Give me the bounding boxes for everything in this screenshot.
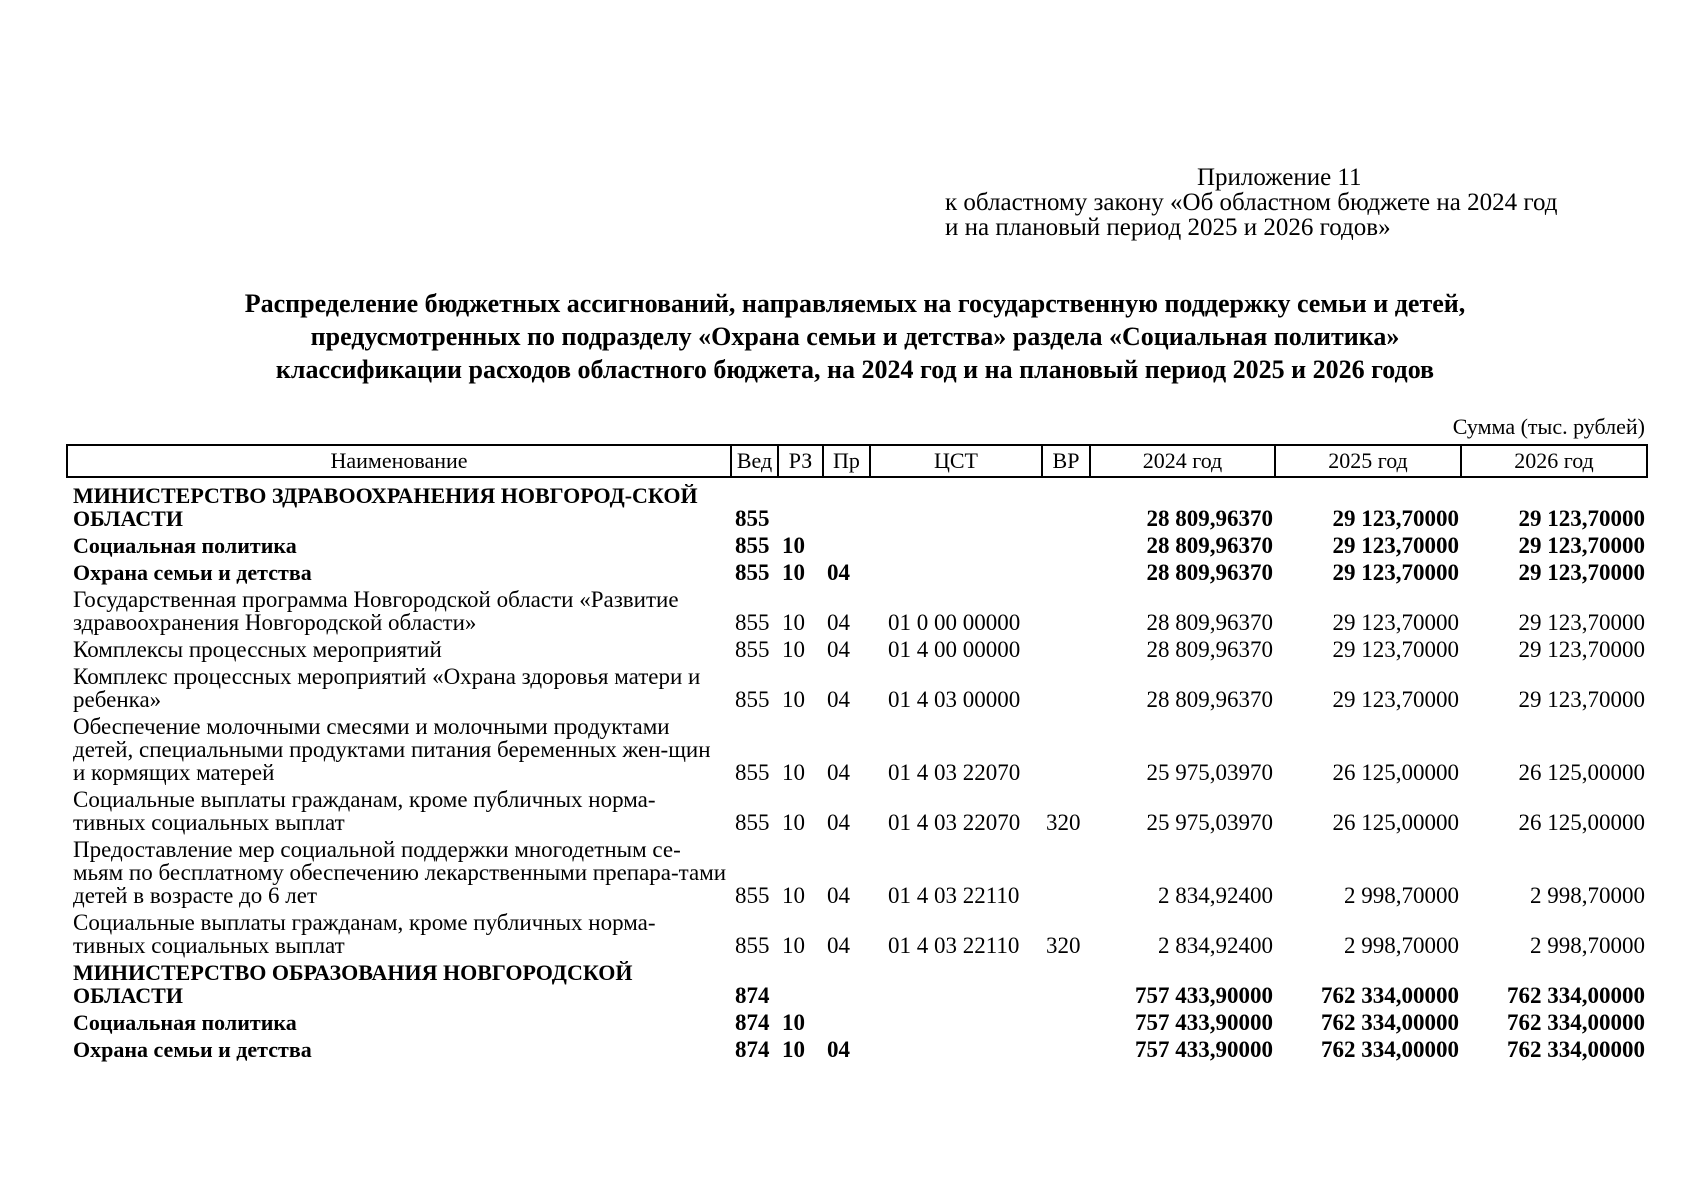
- table-row: [67, 836, 1647, 909]
- row-2026: 29 123,70000: [1518, 687, 1645, 712]
- row-cst: [870, 1009, 1042, 1036]
- row-vr: [1042, 477, 1090, 532]
- row-name: Государственная программа Новгородской области «Развитие здравоохранения Новгородской области»: [73, 587, 679, 635]
- table-row: [67, 1009, 1647, 1036]
- row-name: МИНИСТЕРСТВО ОБРАЗОВАНИЯ НОВГОРОДСКОЙ ОБЛАСТИ: [73, 960, 633, 1008]
- row-vr: [1042, 713, 1090, 786]
- row-cst: [870, 1036, 1042, 1063]
- row-2025: 29 123,70000: [1332, 560, 1459, 585]
- row-name: Комплекс процессных мероприятий «Охрана здоровья матери и ребенка»: [73, 664, 701, 712]
- row-2026: 29 123,70000: [1518, 533, 1645, 558]
- appendix-line-2: и на плановый период 2025 и 2026 годов»: [945, 214, 1391, 241]
- title-line-2: предусмотренных по подразделу «Охрана семьи и детства» раздела «Социальная политика»: [310, 322, 1400, 351]
- row-2026: 26 125,00000: [1518, 760, 1645, 785]
- budget-table: [66, 444, 1648, 1063]
- row-rz: 10: [782, 610, 805, 635]
- header-2025: 2025 год: [1275, 445, 1461, 477]
- row-cst: 01 0 00 00000: [888, 610, 1021, 635]
- row-name: Социальные выплаты гражданам, кроме публичных норма-тивных социальных выплат: [73, 910, 656, 958]
- row-ved: 855: [735, 637, 770, 662]
- row-rz: 10: [782, 883, 805, 908]
- header-ved: Вед: [731, 445, 778, 477]
- row-pr: 04: [827, 810, 850, 835]
- row-2024: 28 809,96370: [1146, 637, 1273, 662]
- row-2026: 2 998,70000: [1530, 883, 1645, 908]
- header-rz: РЗ: [778, 445, 823, 477]
- row-name: Комплексы процессных мероприятий: [73, 637, 442, 662]
- table-header-row: [67, 445, 1647, 477]
- row-2026: 762 334,00000: [1507, 1037, 1645, 1062]
- row-2025: 29 123,70000: [1332, 610, 1459, 635]
- row-rz: 10: [782, 560, 805, 585]
- row-rz: 10: [782, 1010, 805, 1035]
- row-cst: [870, 532, 1042, 559]
- row-vr: [1042, 586, 1090, 636]
- row-ved: 855: [735, 506, 770, 531]
- row-vr: [1042, 1036, 1090, 1063]
- row-pr: 04: [827, 637, 850, 662]
- table-row: [67, 1036, 1647, 1063]
- row-2024: 757 433,90000: [1135, 1037, 1273, 1062]
- row-cst: [870, 559, 1042, 586]
- row-2025: 762 334,00000: [1321, 1010, 1459, 1035]
- appendix-label: Приложение 11: [1197, 164, 1362, 191]
- row-ved: 874: [735, 1037, 770, 1062]
- row-2024: 757 433,90000: [1135, 1010, 1273, 1035]
- row-cst: [870, 959, 1042, 1009]
- row-2025: 29 123,70000: [1332, 637, 1459, 662]
- table-row: [67, 477, 1647, 532]
- table-row: [67, 909, 1647, 959]
- row-name: Социальная политика: [73, 1010, 297, 1035]
- row-ved: 855: [735, 687, 770, 712]
- row-2026: 2 998,70000: [1530, 933, 1645, 958]
- row-2025: 29 123,70000: [1332, 687, 1459, 712]
- table-row: [67, 532, 1647, 559]
- row-2025: 29 123,70000: [1332, 506, 1459, 531]
- row-pr: [823, 1009, 870, 1036]
- row-2024: 28 809,96370: [1146, 687, 1273, 712]
- row-2024: 28 809,96370: [1146, 560, 1273, 585]
- row-rz: 10: [782, 760, 805, 785]
- row-2025: 26 125,00000: [1332, 760, 1459, 785]
- table-row: [67, 786, 1647, 836]
- row-ved: 855: [735, 933, 770, 958]
- row-pr: 04: [827, 883, 850, 908]
- row-2026: 29 123,70000: [1518, 506, 1645, 531]
- row-vr: [1042, 559, 1090, 586]
- table-row: [67, 636, 1647, 663]
- row-rz: [778, 477, 823, 532]
- row-pr: 04: [827, 1037, 850, 1062]
- row-2025: 26 125,00000: [1332, 810, 1459, 835]
- header-cst: ЦСТ: [870, 445, 1042, 477]
- row-2024: 25 975,03970: [1146, 760, 1273, 785]
- row-vr: [1042, 836, 1090, 909]
- table-row: [67, 663, 1647, 713]
- row-cst: 01 4 03 22110: [888, 883, 1020, 908]
- row-vr: [1042, 959, 1090, 1009]
- row-vr: 320: [1046, 933, 1081, 958]
- row-name: Охрана семьи и детства: [73, 1037, 312, 1062]
- row-2024: 2 834,92400: [1158, 883, 1273, 908]
- row-ved: 855: [735, 810, 770, 835]
- row-vr: [1042, 532, 1090, 559]
- row-vr: [1042, 663, 1090, 713]
- row-ved: 855: [735, 533, 770, 558]
- row-name: Предоставление мер социальной поддержки многодетным се-мьям по бесплатному обеспечению лекарственными препара-тами детей в возрасте до 6 лет: [73, 837, 727, 908]
- row-ved: 855: [735, 560, 770, 585]
- table-row: [67, 713, 1647, 786]
- row-rz: 10: [782, 810, 805, 835]
- row-rz: 10: [782, 1037, 805, 1062]
- row-2024: 25 975,03970: [1146, 810, 1273, 835]
- row-ved: 855: [735, 760, 770, 785]
- row-2026: 762 334,00000: [1507, 983, 1645, 1008]
- header-vr: ВР: [1042, 445, 1090, 477]
- row-cst: [870, 477, 1042, 532]
- table-row: [67, 559, 1647, 586]
- row-2024: 757 433,90000: [1135, 983, 1273, 1008]
- title-line-1: Распределение бюджетных ассигнований, направляемых на государственную поддержку семьи и детей,: [244, 289, 1466, 318]
- row-2024: 28 809,96370: [1146, 506, 1273, 531]
- title-line-3: классификации расходов областного бюджета, на 2024 год и на плановый период 2025 и 2026 годов: [275, 355, 1435, 384]
- row-2025: 762 334,00000: [1321, 983, 1459, 1008]
- row-cst: 01 4 03 22070: [888, 760, 1021, 785]
- row-2026: 26 125,00000: [1518, 810, 1645, 835]
- row-2025: 2 998,70000: [1344, 933, 1459, 958]
- row-rz: [778, 959, 823, 1009]
- table-row: [67, 959, 1647, 1009]
- row-vr: [1042, 1009, 1090, 1036]
- row-pr: 04: [827, 560, 850, 585]
- row-2024: 28 809,96370: [1146, 610, 1273, 635]
- row-pr: [823, 477, 870, 532]
- units-label: Сумма (тыс. рублей): [1452, 414, 1645, 439]
- row-name: Социальные выплаты гражданам, кроме публичных норма-тивных социальных выплат: [73, 787, 656, 835]
- appendix-line-1: к областному закону «Об областном бюджете на 2024 год: [945, 189, 1558, 216]
- row-rz: 10: [782, 533, 805, 558]
- row-pr: 04: [827, 933, 850, 958]
- row-2026: 29 123,70000: [1518, 560, 1645, 585]
- row-cst: 01 4 03 22070: [888, 810, 1021, 835]
- row-name: МИНИСТЕРСТВО ЗДРАВООХРАНЕНИЯ НОВГОРОД-СКОЙ ОБЛАСТИ: [73, 483, 698, 531]
- header-2024: 2024 год: [1090, 445, 1275, 477]
- row-name: Обеспечение молочными смесями и молочными продуктами детей, специальными продуктами питания беременных жен-щин и кормящих матерей: [73, 714, 711, 785]
- appendix-header: [945, 165, 1645, 240]
- row-pr: [823, 532, 870, 559]
- row-2026: 29 123,70000: [1518, 610, 1645, 635]
- row-pr: [823, 959, 870, 1009]
- row-cst: 01 4 03 22110: [888, 933, 1020, 958]
- row-vr: [1042, 636, 1090, 663]
- row-ved: 855: [735, 610, 770, 635]
- row-2025: 29 123,70000: [1332, 533, 1459, 558]
- row-cst: 01 4 00 00000: [888, 637, 1021, 662]
- row-2026: 29 123,70000: [1518, 637, 1645, 662]
- row-name: Социальная политика: [73, 533, 297, 558]
- document-title: [60, 287, 1650, 386]
- row-pr: 04: [827, 610, 850, 635]
- header-2026: 2026 год: [1461, 445, 1647, 477]
- row-ved: 874: [735, 983, 770, 1008]
- row-pr: 04: [827, 760, 850, 785]
- row-pr: 04: [827, 687, 850, 712]
- row-2025: 2 998,70000: [1344, 883, 1459, 908]
- row-ved: 855: [735, 883, 770, 908]
- row-2024: 28 809,96370: [1146, 533, 1273, 558]
- row-2025: 762 334,00000: [1321, 1037, 1459, 1062]
- row-rz: 10: [782, 687, 805, 712]
- row-name: Охрана семьи и детства: [73, 560, 312, 585]
- row-2026: 762 334,00000: [1507, 1010, 1645, 1035]
- row-rz: 10: [782, 637, 805, 662]
- row-rz: 10: [782, 933, 805, 958]
- header-name: Наименование: [67, 445, 731, 477]
- row-vr: 320: [1046, 810, 1081, 835]
- row-ved: 874: [735, 1010, 770, 1035]
- table-row: [67, 586, 1647, 636]
- header-pr: Пр: [823, 445, 870, 477]
- row-2024: 2 834,92400: [1158, 933, 1273, 958]
- row-cst: 01 4 03 00000: [888, 687, 1021, 712]
